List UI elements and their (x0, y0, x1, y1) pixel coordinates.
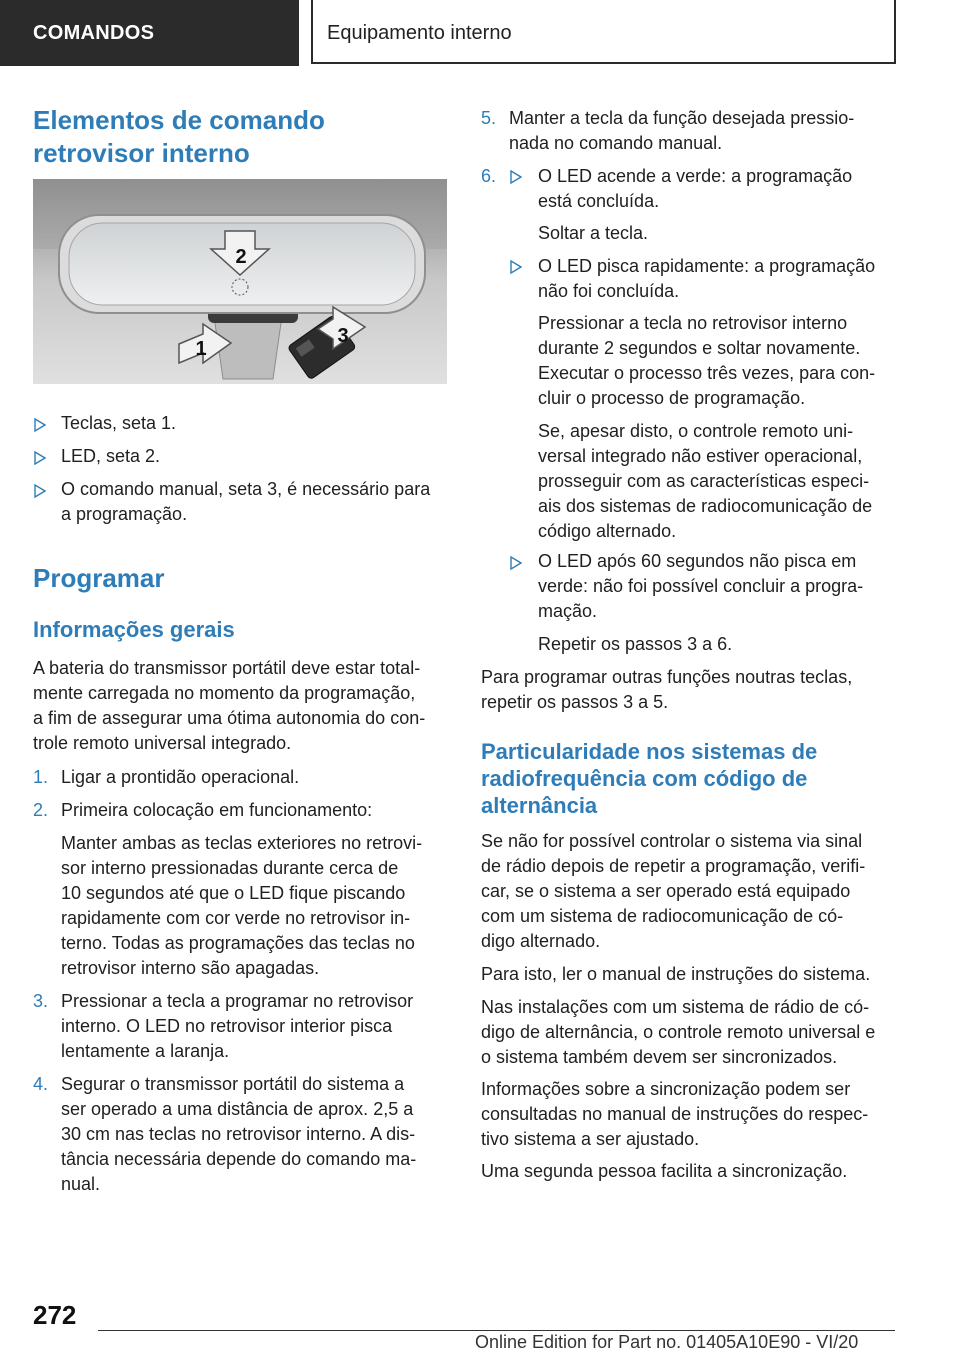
heading-informacoes: Informações gerais (33, 617, 235, 642)
para-line: tivo sistema a ser ajustado. (481, 1129, 700, 1149)
intro-line: a fim de assegurar uma ótima autonomia do con- (33, 708, 426, 728)
step-5-text (509, 106, 899, 156)
para-line: Nas instalações com um sistema de rádio de có- (481, 997, 870, 1017)
heading-line: Particularidade nos sistemas de (481, 739, 818, 764)
para-line: com um sistema de radiocomunicação de có- (481, 906, 844, 926)
para-5: Uma segunda pessoa facilita a sincronização. (481, 1161, 848, 1181)
heading-line: radiofrequência com código de (481, 766, 808, 791)
sub-line: mação. (538, 601, 598, 621)
para-line: consultadas no manual de instruções do respec- (481, 1104, 869, 1124)
sub3-extra: Repetir os passos 3 a 6. (538, 634, 733, 654)
step-line: retrovisor interno são apagadas. (61, 958, 320, 978)
sub-line: durante 2 segundos e soltar novamente. (538, 338, 861, 358)
sub-line: O LED pisca rapidamente: a programação (538, 256, 876, 276)
step-line: rapidamente com cor verde no retrovisor in- (61, 908, 411, 928)
step-line: tância necessária depende do comando ma- (61, 1149, 417, 1169)
footer-divider (98, 1330, 895, 1331)
step-line: Segurar o transmissor portátil do sistema a (61, 1074, 405, 1094)
bullet-handheld-line2: a programação. (61, 504, 188, 524)
step-line: nada no comando manual. (509, 133, 723, 153)
chapter-tab: Equipamento interno (311, 0, 896, 64)
triangle-bullet-icon (510, 556, 522, 570)
para-other-functions (481, 665, 901, 715)
sub-line: ais dos sistemas de radiocomunicação de (538, 496, 873, 516)
step-1-text: Ligar a prontidão operacional. (61, 767, 300, 787)
para-line: Informações sobre a sincronização podem ser (481, 1079, 851, 1099)
triangle-bullet-icon (34, 484, 46, 498)
sub-line: código alternado. (538, 521, 677, 541)
mirror-illustration (33, 179, 447, 384)
step-line: Pressionar a tecla a programar no retrovisor (61, 991, 414, 1011)
step-line: interno. O LED no retrovisor interior pisca (61, 1016, 393, 1036)
para-line: de rádio depois de repetir a programação, verifi- (481, 856, 866, 876)
sub1-extra: Soltar a tecla. (538, 223, 649, 243)
para-line: repetir os passos 3 a 5. (481, 692, 669, 712)
sub-line: verde: não foi possível concluir a progra- (538, 576, 864, 596)
step-number: 1. (33, 767, 49, 787)
para-2: Para isto, ler o manual de instruções do sistema. (481, 964, 871, 984)
para-line: o sistema também devem ser sincronizados. (481, 1047, 838, 1067)
callout-1: 1 (195, 338, 207, 360)
triangle-bullet-icon (34, 418, 46, 432)
edition-note: Online Edition for Part no. 01405A10E90 - VI/20 (475, 1332, 859, 1352)
sub2-para-1 (538, 311, 898, 411)
sub2-text (538, 254, 898, 304)
step-2-detail (61, 831, 453, 981)
step-line: Manter ambas as teclas exteriores no retrovi- (61, 833, 423, 853)
step-2-text: Primeira colocação em funcionamento: (61, 800, 373, 820)
step-number: 3. (33, 991, 49, 1011)
sub-line: Se, apesar disto, o controle remoto uni- (538, 421, 854, 441)
para-line: Para programar outras funções noutras teclas, (481, 667, 853, 687)
bullet-keys: Teclas, seta 1. (61, 413, 177, 433)
callout-2: 2 (235, 246, 247, 268)
para-line: digo alternado. (481, 931, 601, 951)
para-line: car, se o sistema a ser operado está equipado (481, 881, 851, 901)
bullet-handheld (61, 477, 451, 527)
sub-line: Executar o processo três vezes, para con- (538, 363, 876, 383)
step-line: ser operado a uma distância de aprox. 2,5 a (61, 1099, 414, 1119)
sub-line: O LED acende a verde: a programação (538, 166, 853, 186)
para-3 (481, 995, 901, 1070)
step-3-text (61, 989, 453, 1064)
sub-line: cluir o processo de programação. (538, 388, 806, 408)
para-line: Se não for possível controlar o sistema via sinal (481, 831, 863, 851)
page-number: 272 (33, 1300, 77, 1330)
sub-line: prosseguir com as características especi- (538, 471, 870, 491)
triangle-bullet-icon (510, 170, 522, 184)
triangle-bullet-icon (34, 451, 46, 465)
sub1-text (538, 164, 898, 214)
mirror-svg (33, 179, 447, 384)
sub-line: não foi concluída. (538, 281, 680, 301)
title-line-1: Elementos de comando (33, 105, 325, 135)
bullet-handheld-line1: O comando manual, seta 3, é necessário para (61, 479, 431, 499)
step-line: nual. (61, 1174, 101, 1194)
sub2-para-2 (538, 419, 898, 544)
sub-line: Pressionar a tecla no retrovisor interno (538, 313, 848, 333)
title-line-2: retrovisor interno (33, 138, 250, 168)
sub-line: O LED após 60 segundos não pisca em (538, 551, 857, 571)
step-line: sor interno pressionadas durante cerca de (61, 858, 399, 878)
step-line: 30 cm nas teclas no retrovisor interno. A dis- (61, 1124, 416, 1144)
para-1 (481, 829, 901, 954)
step-4-text (61, 1072, 453, 1197)
step-number: 5. (481, 108, 497, 128)
heading-line: alternância (481, 793, 598, 818)
step-number: 4. (33, 1074, 49, 1094)
sub3-text (538, 549, 898, 624)
intro-line: A bateria do transmissor portátil deve estar total- (33, 658, 421, 678)
step-number: 2. (33, 800, 49, 820)
para-4 (481, 1077, 901, 1152)
intro-line: mente carregada no momento da programação, (33, 683, 416, 703)
triangle-bullet-icon (510, 260, 522, 274)
step-number: 6. (481, 166, 497, 186)
step-line: lentamente a laranja. (61, 1041, 230, 1061)
callout-3: 3 (337, 325, 349, 347)
heading-particularidade (481, 738, 897, 819)
step-line: Manter a tecla da função desejada pressio- (509, 108, 855, 128)
section-title (33, 104, 453, 170)
intro-paragraph (33, 656, 453, 756)
step-line: 10 segundos até que o LED fique piscando (61, 883, 406, 903)
page-header (0, 0, 960, 66)
para-line: digo de alternância, o controle remoto universal e (481, 1022, 876, 1042)
step-line: terno. Todas as programações das teclas no (61, 933, 415, 953)
heading-programar: Programar (33, 563, 165, 593)
intro-line: trole remoto universal integrado. (33, 733, 292, 753)
sub-line: está concluída. (538, 191, 660, 211)
sub-line: versal integrado não estiver operacional, (538, 446, 863, 466)
bullet-led: LED, seta 2. (61, 446, 161, 466)
section-tab: COMANDOS (0, 0, 299, 66)
